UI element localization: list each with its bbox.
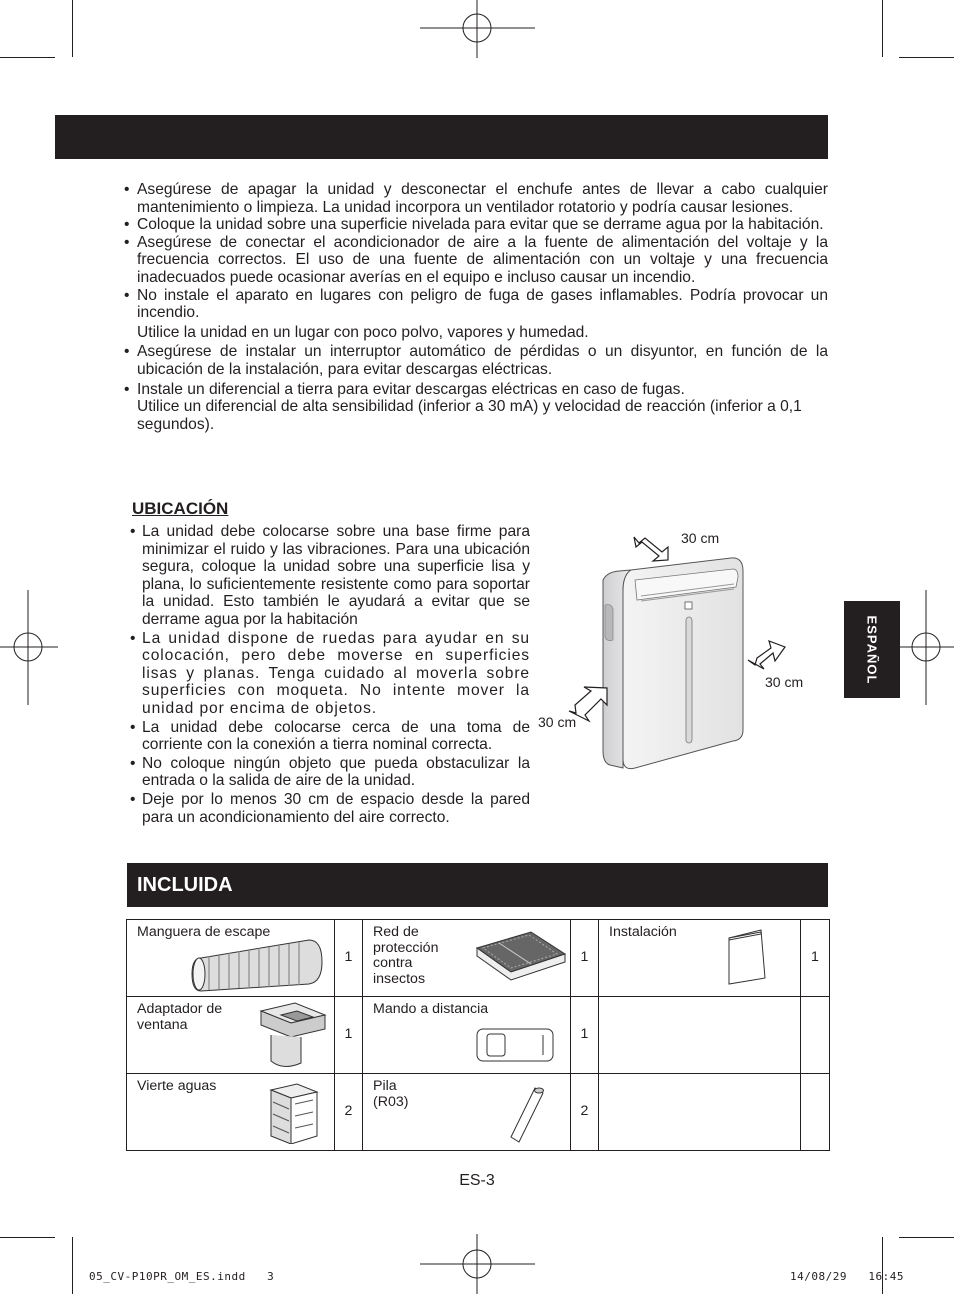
clearance-label-top: 30 cm xyxy=(681,530,720,546)
registration-mark-icon xyxy=(897,590,954,705)
air-conditioner-icon xyxy=(535,525,825,780)
list-item: • Asegúrese de conectar el acondicionador de aire a la fuente de alimentación del voltaje y la frecuencia correctos. El uso de una fuente de alimentación con un voltaje y una frecuencia inadecuados puede ocasionar averías en el equipo e incluso causar un incendio. xyxy=(124,234,828,287)
accessories-table xyxy=(126,919,830,1151)
list-item: • No coloque ningún objeto que pueda obstaculizar la entrada o la salida de aire de la unidad. xyxy=(130,755,530,790)
language-tab xyxy=(844,601,900,698)
table-row xyxy=(127,1074,830,1151)
clearance-figure xyxy=(535,525,825,780)
manual-icon xyxy=(723,928,773,988)
table-cell xyxy=(127,1074,335,1151)
language-tab-label: ESPAÑOL xyxy=(864,615,880,684)
precautions-list xyxy=(124,181,828,433)
qty-cell: 2 xyxy=(335,1074,363,1151)
qty-cell xyxy=(801,997,830,1074)
window-adapter-icon xyxy=(257,1001,329,1071)
table-cell xyxy=(599,997,801,1074)
list-item: • Coloque la unidad sobre una superficie nivelada para evitar que se derrame agua por la habitación. xyxy=(124,216,828,234)
item-name: Mando a distancia xyxy=(373,1001,489,1017)
qty-cell: 2 xyxy=(571,1074,599,1151)
incluida-title: INCLUIDA xyxy=(137,874,233,896)
exhaust-hose-icon xyxy=(189,936,324,994)
incluida-header xyxy=(127,863,828,907)
qty-cell: 1 xyxy=(801,920,830,997)
item-name: Vierte aguas xyxy=(137,1078,217,1094)
list-item: • Asegúrese de instalar un interruptor automático de pérdidas o un disyuntor, en función de la ubicación de la instalación, para evitar descargas eléctricas. xyxy=(124,343,828,378)
table-cell xyxy=(599,920,801,997)
list-item: • Deje por lo menos 30 cm de espacio desde la pared para un acondicionamiento del aire correcto. xyxy=(130,791,530,826)
item-name: Adaptador de ventana xyxy=(137,1001,223,1033)
list-item: • Instale un diferencial a tierra para evitar descargas eléctricas en caso de fugas. xyxy=(124,381,828,399)
item-name: Pila (R03) xyxy=(373,1078,409,1110)
registration-mark-icon xyxy=(420,0,535,60)
list-item: • Asegúrese de apagar la unidad y desconectar el enchufe antes de llevar a cabo cualquier mantenimiento o limpieza. La unidad incorpora un ventilador rotatorio y podría causar lesiones. xyxy=(124,181,828,216)
remote-control-icon xyxy=(475,1027,557,1065)
table-cell xyxy=(363,997,571,1074)
battery-icon xyxy=(505,1084,547,1146)
list-item: • La unidad debe colocarse cerca de una toma de corriente con la conexión a tierra nominal correcta. xyxy=(130,719,530,754)
page-number: ES-3 xyxy=(459,1172,495,1189)
qty-cell: 1 xyxy=(571,920,599,997)
item-name: Red de protección contra insectos xyxy=(373,924,439,987)
slug-date: 14/08/29 16:45 xyxy=(790,1270,904,1283)
item-name: Instalación xyxy=(609,924,677,940)
qty-cell: 1 xyxy=(571,997,599,1074)
qty-cell: 1 xyxy=(335,920,363,997)
table-cell xyxy=(363,1074,571,1151)
qty-cell xyxy=(801,1074,830,1151)
clearance-label-left: 30 cm xyxy=(538,714,577,730)
ubicacion-list xyxy=(130,523,530,827)
ubicacion-title: UBICACIÓN xyxy=(132,499,229,518)
registration-mark-icon xyxy=(420,1234,535,1294)
section-header-bar xyxy=(55,115,828,159)
table-row xyxy=(127,997,830,1074)
item-name: Manguera de escape xyxy=(137,924,271,940)
drain-cover-icon xyxy=(267,1082,325,1144)
clearance-label-right: 30 cm xyxy=(765,674,804,690)
list-item: • No instale el aparato en lugares con peligro de fuga de gases inflamables. Podría provocar un incendio. xyxy=(124,287,828,322)
table-row xyxy=(127,920,830,997)
insect-net-icon xyxy=(469,930,569,990)
slug-filename: 05_CV-P10PR_OM_ES.indd 3 xyxy=(89,1270,275,1283)
list-note: Utilice un diferencial de alta sensibilidad (inferior a 30 mA) y velocidad de reacción (inferior a 0,1 segundos). xyxy=(137,398,802,433)
qty-cell: 1 xyxy=(335,997,363,1074)
registration-mark-icon xyxy=(0,590,60,705)
table-cell xyxy=(127,920,335,997)
list-note: Utilice la unidad en un lugar con poco polvo, vapores y humedad. xyxy=(137,323,589,341)
table-cell xyxy=(599,1074,801,1151)
table-cell xyxy=(127,997,335,1074)
list-item: • La unidad dispone de ruedas para ayudar en su colocación, pero debe moverse en superficies lisas y planas. Tenga cuidado al moverla sobre superficies con moqueta. No intente mover la unidad por encima de objetos. xyxy=(130,630,530,718)
list-item: • La unidad debe colocarse sobre una base firme para minimizar el ruido y las vibraciones. Para una ubicación segura, coloque la unidad sobre una superficie lisa y plana, lo suficientemente resistente como para soportar la unidad. Esto también le ayudará a evitar que se derrame agua por la habitación xyxy=(130,523,530,629)
table-cell xyxy=(363,920,571,997)
